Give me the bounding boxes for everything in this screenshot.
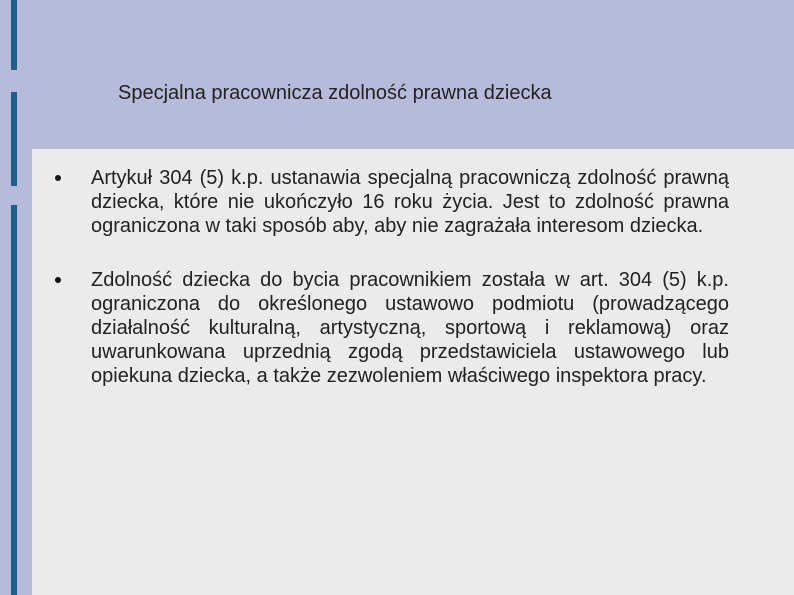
bullet-text: Artykuł 304 (5) k.p. ustanawia specjalną pracowniczą zdolność prawną dziecka, które nie ukończyło 16 roku życia. Jest to zdolność prawna ograniczona w taki sposób aby, aby nie zagrażała interesom dziecka. xyxy=(91,167,729,237)
accent-bar-bottom xyxy=(11,205,17,595)
bullet-text: Zdolność dziecka do bycia pracownikiem została w art. 304 (5) k.p. ograniczona do określonego ustawowo podmiotu (prowadzącego działalność kulturalną, artystyczną, sportową i reklamową) oraz uwarunkowana uprzednią zgodą przedstawiciela ustawowego lub opiekuna dziecka, a także zezwoleniem właściwego inspektora pracy. xyxy=(91,269,729,387)
accent-bar-top xyxy=(11,0,17,70)
slide-title: Specjalna pracownicza zdolność prawna dziecka xyxy=(118,82,552,104)
bullet-list xyxy=(32,166,794,418)
bullet-item xyxy=(32,268,794,388)
content-panel xyxy=(32,149,794,595)
bullet-item xyxy=(32,166,794,238)
bullet-dot-icon xyxy=(55,277,61,283)
accent-bar-middle xyxy=(11,92,17,186)
bullet-dot-icon xyxy=(55,175,61,181)
